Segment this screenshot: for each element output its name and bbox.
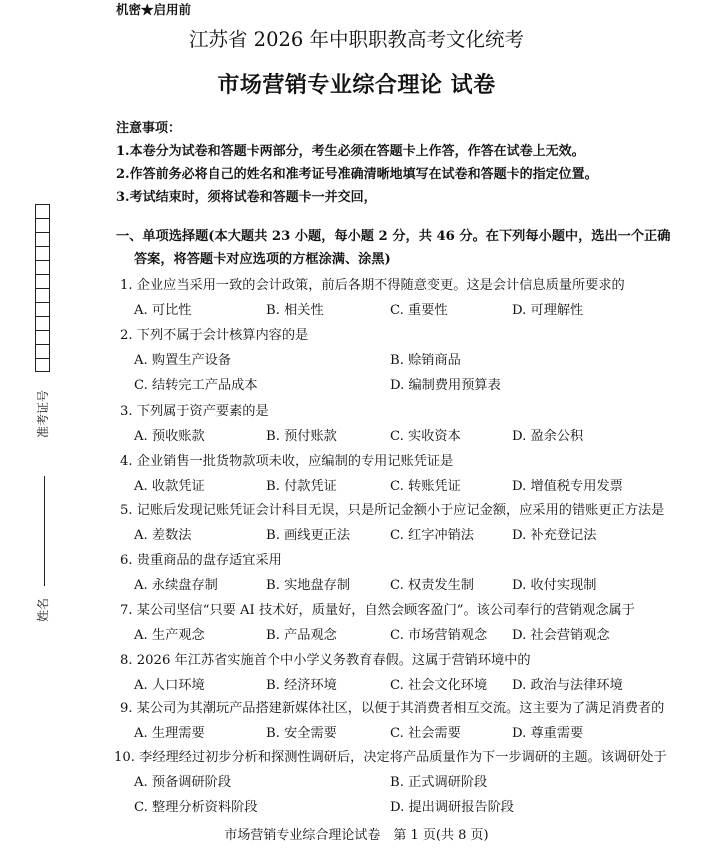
question-5-option-c: C. 红字冲销法	[390, 528, 474, 543]
question-1-stem: 1. 企业应当采用一致的会计政策，前后各期不得随意变更。这是会计信息质量所要求的	[120, 278, 625, 293]
question-1-option-a: A. 可比性	[134, 303, 192, 318]
question-2-option-d: D. 编制费用预算表	[390, 378, 501, 393]
question-10-option-b: B. 正式调研阶段	[390, 775, 488, 790]
question-6-option-d: D. 收付实现制	[512, 578, 597, 593]
exam-title: 江苏省 2026 年中职职教高考文化统考	[188, 28, 525, 51]
name-line[interactable]	[44, 476, 45, 586]
question-7-option-b: B. 产品观念	[266, 628, 337, 643]
question-4-option-b: B. 付款凭证	[266, 479, 337, 494]
question-2-option-a: A. 购置生产设备	[134, 353, 232, 368]
question-3-option-c: C. 实收资本	[390, 429, 461, 444]
note-item-1: 1.本卷分为试卷和答题卡两部分，考生必须在答题卡上作答，作答在试卷上无效。	[116, 144, 585, 159]
confidential-label: 机密★启用前	[116, 2, 192, 17]
note-item-3: 3.考试结束时，须将试卷和答题卡一并交回，	[116, 190, 377, 205]
question-9-option-b: B. 安全需要	[266, 726, 337, 741]
exam-id-label: 准考证号	[36, 389, 50, 438]
question-9-option-d: D. 尊重需要	[512, 726, 584, 741]
question-9-option-a: A. 生理需要	[134, 726, 205, 741]
question-7-option-a: A. 生产观念	[134, 628, 205, 643]
question-9-stem: 9. 某公司为其潮玩产品搭建新媒体社区，以便于其消费者相互交流。这主要为了满足消费者的	[120, 701, 665, 716]
question-3-stem: 3. 下列属于资产要素的是	[120, 404, 269, 419]
question-4-option-a: A. 收款凭证	[134, 479, 205, 494]
section-heading-line2: 答案，将答题卡对应选项的方框涂满、涂黑)	[134, 252, 391, 267]
question-6-option-a: A. 永续盘存制	[134, 578, 218, 593]
name-label: 姓名	[36, 597, 50, 622]
question-7-option-c: C. 市场营销观念	[390, 628, 488, 643]
page-footer: 市场营销专业综合理论试卷 第 1 页(共 8 页)	[224, 828, 489, 843]
note-item-2: 2.作答前务必将自己的姓名和准考证号准确清晰地填写在试卷和答题卡的指定位置。	[116, 167, 598, 182]
question-3-option-a: A. 预收账款	[134, 429, 205, 444]
question-3-option-b: B. 预付账款	[266, 429, 337, 444]
question-1-option-b: B. 相关性	[266, 303, 324, 318]
question-4-stem: 4. 企业销售一批货物款项未收，应编制的专用记账凭证是	[120, 454, 454, 469]
question-10-option-a: A. 预备调研阶段	[134, 775, 232, 790]
question-7-option-d: D. 社会营销观念	[512, 628, 610, 643]
question-8-option-c: C. 社会文化环境	[390, 678, 488, 693]
question-10-option-c: C. 整理分析资料阶段	[134, 800, 258, 815]
question-8-option-a: A. 人口环境	[134, 678, 205, 693]
question-3-option-d: D. 盈余公积	[512, 429, 584, 444]
question-5-option-d: D. 补充登记法	[512, 528, 597, 543]
paper-title: 市场营销专业综合理论 试卷	[217, 72, 496, 98]
question-1-option-c: C. 重要性	[390, 303, 448, 318]
section-heading-line1: 一、单项选择题(本大题共 23 小题，每小题 2 分，共 46 分。在下列每小题中，选出一个正确	[116, 229, 671, 244]
question-6-option-c: C. 权责发生制	[390, 578, 474, 593]
question-2-option-b: B. 赊销商品	[390, 353, 461, 368]
question-4-option-d: D. 增值税专用发票	[512, 479, 623, 494]
notes-title: 注意事项：	[116, 121, 182, 136]
question-4-option-c: C. 转账凭证	[390, 479, 461, 494]
question-8-option-b: B. 经济环境	[266, 678, 337, 693]
question-6-option-b: B. 实地盘存制	[266, 578, 351, 593]
question-10-stem: 10. 李经理经过初步分析和探测性调研后，决定将产品质量作为下一步调研的主题。该调研处于	[114, 750, 667, 765]
question-8-option-d: D. 政治与法律环境	[512, 678, 623, 693]
question-5-option-a: A. 差数法	[134, 528, 192, 543]
question-10-option-d: D. 提出调研报告阶段	[390, 800, 514, 815]
question-8-stem: 8. 2026 年江苏省实施首个中小学义务教育春假。这属于营销环境中的	[120, 653, 531, 668]
question-7-stem: 7. 某公司坚信“只要 AI 技术好，质量好，自然会顾客盈门”。该公司奉行的营销观念属于	[120, 603, 635, 618]
question-5-option-b: B. 画线更正法	[266, 528, 351, 543]
question-2-stem: 2. 下列不属于会计核算内容的是	[120, 328, 309, 343]
question-9-option-c: C. 社会需要	[390, 726, 461, 741]
question-6-stem: 6. 贵重商品的盘存适宜采用	[120, 553, 282, 568]
question-2-option-c: C. 结转完工产品成本	[134, 378, 258, 393]
question-5-stem: 5. 记账后发现记账凭证会计科目无误，只是所记金额小于应记金额，应采用的错账更正方法是	[120, 503, 665, 518]
question-1-option-d: D. 可理解性	[512, 303, 584, 318]
exam-id-boxes[interactable]	[35, 204, 50, 372]
